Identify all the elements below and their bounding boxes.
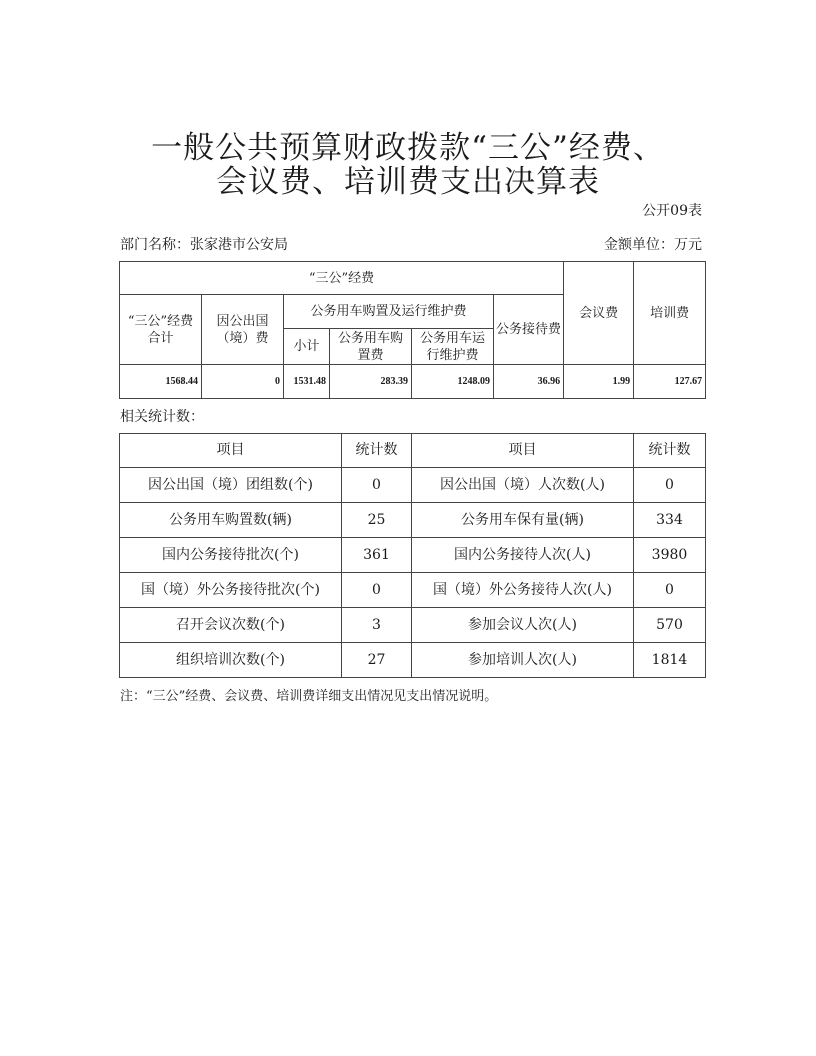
stats-item: 公务用车购置数(辆) [120, 503, 342, 538]
table-row [120, 573, 706, 608]
department-name: 部门名称：张家港市公安局 [120, 237, 288, 253]
header-abroad: 因公出国（境）费 [202, 295, 284, 365]
stats-item: 国（境）外公务接待批次(个) [120, 573, 342, 608]
stats-value: 3 [342, 608, 412, 643]
value-sangong-total: 1568.44 [120, 365, 202, 399]
page-title-line-2: 会议费、培训费支出决算表 [216, 164, 600, 200]
table-row [120, 468, 706, 503]
stats-item: 参加培训人次(人) [412, 643, 634, 678]
value-training: 127.67 [634, 365, 706, 399]
stats-item: 因公出国（境）人次数(人) [412, 468, 634, 503]
header-vehicle-maintenance: 公务用车运行维护费 [412, 329, 494, 365]
table-row [120, 608, 706, 643]
table-row [120, 643, 706, 678]
page-title-line-1: 一般公共预算财政拨款“三公”经费、 [151, 130, 665, 166]
stats-item: 公务用车保有量(辆) [412, 503, 634, 538]
expenditure-table [119, 261, 706, 399]
stats-value: 3980 [634, 538, 706, 573]
stats-value: 570 [634, 608, 706, 643]
table-row [120, 503, 706, 538]
stats-value: 334 [634, 503, 706, 538]
value-subtotal: 1531.48 [284, 365, 330, 399]
header-training: 培训费 [634, 262, 706, 365]
amount-unit: 金额单位：万元 [604, 237, 702, 253]
header-sangong-total: “三公”经费合计 [120, 295, 202, 365]
stats-item: 因公出国（境）团组数(个) [120, 468, 342, 503]
stats-value: 0 [634, 573, 706, 608]
stats-value: 25 [342, 503, 412, 538]
table-row [120, 538, 706, 573]
value-abroad: 0 [202, 365, 284, 399]
stats-item: 参加会议人次(人) [412, 608, 634, 643]
header-vehicle-purchase: 公务用车购置费 [330, 329, 412, 365]
stats-value: 0 [342, 468, 412, 503]
stats-item: 召开会议次数(个) [120, 608, 342, 643]
value-meeting: 1.99 [564, 365, 634, 399]
footnote: 注：“三公”经费、会议费、培训费详细支出情况见支出情况说明。 [120, 689, 498, 704]
stats-item: 组织培训次数(个) [120, 643, 342, 678]
table-number: 公开09表 [642, 203, 702, 219]
stats-value: 1814 [634, 643, 706, 678]
value-reception: 36.96 [494, 365, 564, 399]
stats-header-item: 项目 [412, 434, 634, 468]
stats-header-count: 统计数 [342, 434, 412, 468]
stats-item: 国（境）外公务接待人次(人) [412, 573, 634, 608]
stats-table [119, 433, 706, 678]
stats-value: 0 [342, 573, 412, 608]
value-vehicle-purchase: 283.39 [330, 365, 412, 399]
value-vehicle-maintenance: 1248.09 [412, 365, 494, 399]
stats-header-item: 项目 [120, 434, 342, 468]
header-vehicle: 公务用车购置及运行维护费 [284, 295, 494, 329]
header-reception: 公务接待费 [494, 295, 564, 365]
stats-item: 国内公务接待批次(个) [120, 538, 342, 573]
stats-value: 361 [342, 538, 412, 573]
stats-header-count: 统计数 [634, 434, 706, 468]
stats-value: 0 [634, 468, 706, 503]
related-stats-label: 相关统计数： [120, 409, 204, 425]
stats-value: 27 [342, 643, 412, 678]
header-meeting: 会议费 [564, 262, 634, 365]
header-sangong: “三公”经费 [120, 262, 564, 295]
stats-item: 国内公务接待人次(人) [412, 538, 634, 573]
header-subtotal: 小计 [284, 329, 330, 365]
